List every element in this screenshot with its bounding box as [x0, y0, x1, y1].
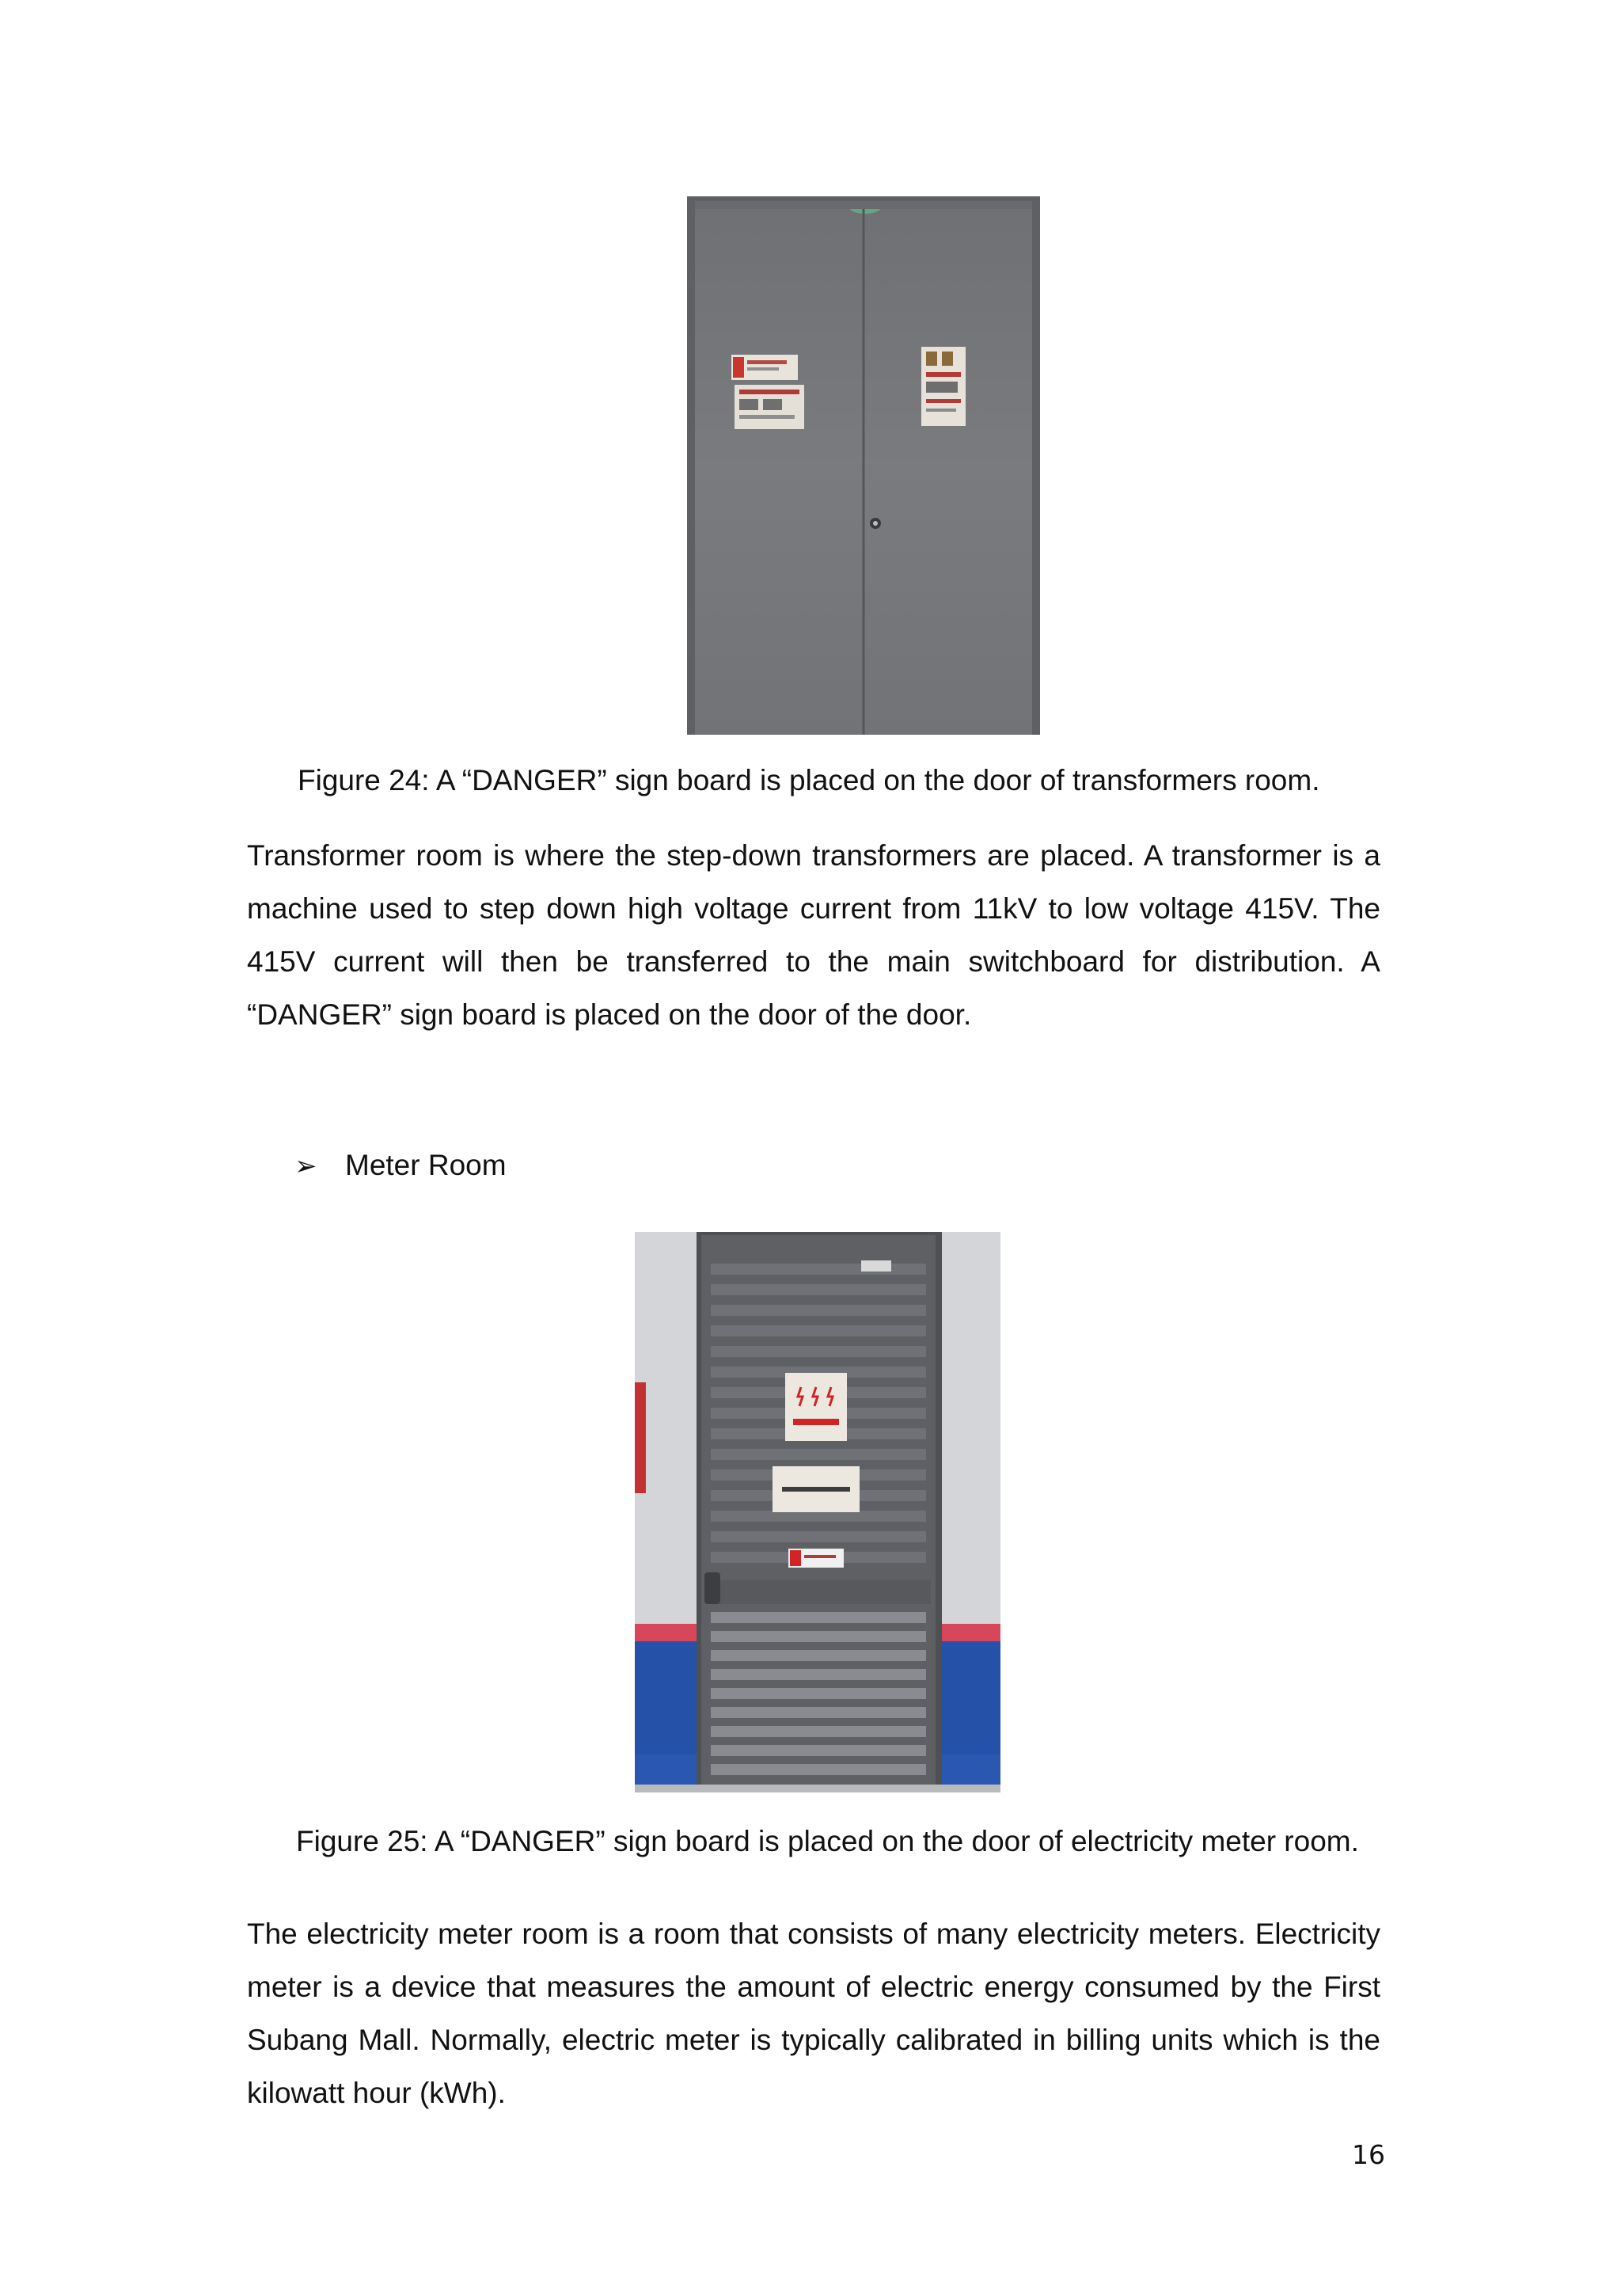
figure-24-caption: Figure 24: A “DANGER” sign board is placed on the door of transformers room.: [298, 764, 1320, 796]
meter-room-bullet: [294, 1146, 507, 1185]
meter-room-heading: Meter Room: [345, 1149, 507, 1181]
transformer-room-paragraph: Transformer room is where the step-down transformers are placed. A transformer is a machine used to step down high voltage current from 11kV to low voltage 415V. The 415V current will then be transferred to the main switchboard for distribution. A “DANGER” sign board is placed on the door of the door.: [247, 839, 1380, 1031]
transformer-room-door-image: [687, 196, 1040, 735]
figure-24-photo: [687, 196, 1040, 735]
meter-room-door-image: [635, 1232, 1000, 1792]
arrow-bullet-icon: ➢: [294, 1150, 317, 1182]
meter-room-paragraph: The electricity meter room is a room that consists of many electricity meters. Electricity meter is a device that measures the amount of electric energy consumed by the First Subang Mall. Normally, electric meter is typically calibrated in billing units which is the kilowatt hour (kWh).: [247, 1918, 1380, 2109]
figure-25-caption: Figure 25: A “DANGER” sign board is placed on the door of electricity meter room.: [296, 1825, 1359, 1857]
page-number: 16: [1352, 2139, 1385, 2170]
figure-25-photo: [635, 1232, 1000, 1792]
